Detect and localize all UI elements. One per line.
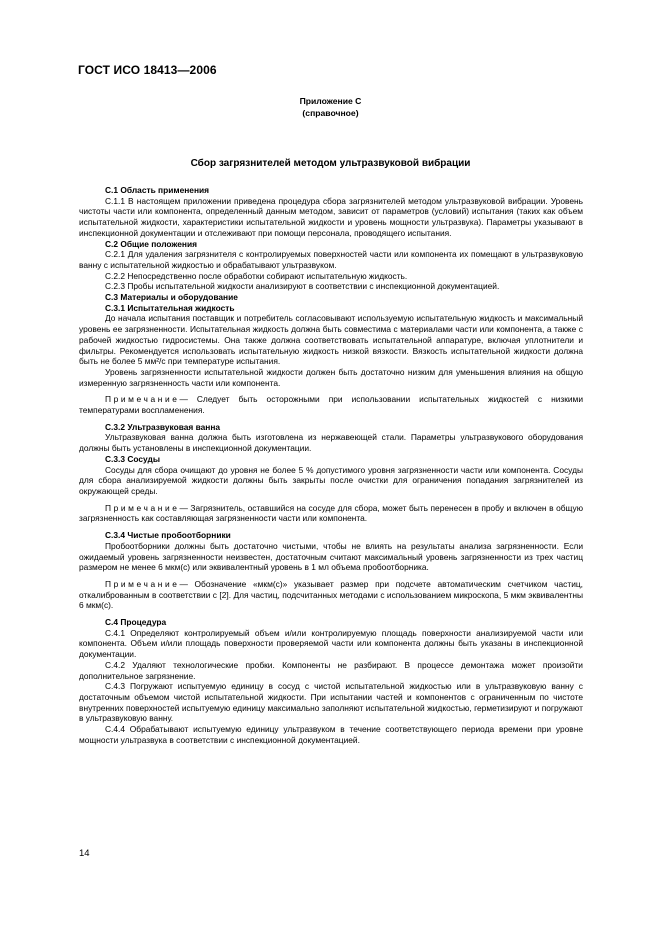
subsection-heading: С.3.3 Сосуды bbox=[105, 453, 160, 464]
paragraph: Уровень загрязненности испытательной жидкости должен быть достаточно низким для уменьшения влияния на общую измеренную загрязненность части или компонента. bbox=[79, 366, 583, 388]
document-header: ГОСТ ИСО 18413—2006 bbox=[78, 63, 217, 77]
paragraph: До начала испытания поставщик и потребитель согласовывают используемую испытательную жидкость и максимальный уровень ее загрязненности. Испытательная жидкость должна быть совместима с материалами части или компонента, а также с рабочей жидкостью гидросистемы. Она также должна соответствовать испытательной аппаратуре, включая уплотнители и фильтры. Рекомендуется использовать испытательную жидкость низкой вязкости. Вязкость испытательной жидкости должна быть не более 5 мм²/с при температуре испытания. bbox=[79, 313, 583, 367]
note bbox=[79, 394, 583, 415]
subsection-heading: С.3.2 Ультразвуковая ванна bbox=[105, 421, 221, 432]
paragraph: С.4.2 Удаляют технологические пробки. Компоненты не разбирают. В процессе демонтажа может произойти дополнительное загрязнение. bbox=[79, 659, 583, 681]
note-label: Примечание bbox=[105, 394, 180, 405]
note-text: — Загрязнитель, оставшийся на сосуде для сбора, может быть перенесен в пробу и включен в общую загрязненность как составляющая загрязненности части или компонента. bbox=[79, 502, 583, 524]
section-heading: С.1 Область применения bbox=[105, 185, 210, 195]
main-title: Сбор загрязнителей методом ультразвуковой вибрации bbox=[190, 158, 471, 169]
paragraph: С.2.2 Непосредственно после обработки собирают испытательную жидкость. bbox=[105, 270, 408, 281]
note-text: — Обозначение «мкм(с)» указывает размер при подсчете автоматическим счетчиком частиц, откалиброванным в соответствии с [2]. Для частиц, подсчитанных методами с использованием микроскопа, 5 мкм эквивалентны 6 мкм(с). bbox=[79, 578, 583, 611]
note bbox=[79, 579, 583, 611]
paragraph: Ультразвуковая ванна должна быть изготовлена из нержавеющей стали. Параметры ультразвукового оборудования должны быть установлены в инспекционной документации. bbox=[79, 432, 583, 454]
paragraph: Пробоотборники должны быть достаточно чистыми, чтобы не влиять на результаты анализа загрязненности. Если ожидаемый уровень загрязненности неизвестен, достаточным считают максимальный уровень загрязненности из трех частиц размером не менее 6 мкм(с) или эквивалентный уровень в 1 мл объема пробоотборника. bbox=[79, 540, 583, 573]
paragraph: С.1.1 В настоящем приложении приведена процедура сбора загрязнителей методом ультразвуковой вибрации. Уровень чистоты части или компонента, определенный данным методом, зависит от параметров (условий) испытания (таких как объем испытательной жидкости, характеристики испытательной жидкости и уровень мощности ультразвука). Параметры указывают в инспекционной документации и отслеживают при помощи персонала, проводящего испытания. bbox=[79, 195, 583, 238]
note bbox=[79, 503, 583, 524]
paragraph: Сосуды для сбора очищают до уровня не более 5 % допустимого уровня загрязненности части или компонента. Сосуды для сбора анализируемой жидкости должны быть закрыты после очистки для ограничения попадания загрязнителей из окружающей среды. bbox=[79, 464, 583, 496]
section-heading: С.4 Процедура bbox=[105, 617, 167, 628]
paragraph: С.4.1 Определяют контролируемый объем и/или контролируемую площадь поверхности анализируемой части или компонента. Объем и/или площадь поверхности проверяемой части или компонента должны быть указаны в инспекционной документации. bbox=[79, 627, 583, 660]
annex-subtitle: (справочное) bbox=[302, 108, 359, 118]
note-label: Примечание bbox=[105, 578, 180, 589]
page-number: 14 bbox=[79, 848, 90, 859]
subsection-heading: С.3.4 Чистые пробоотборники bbox=[105, 530, 231, 541]
section-heading: С.3 Материалы и оборудование bbox=[105, 292, 238, 303]
document-body bbox=[79, 185, 583, 745]
subsection-heading: С.3.1 Испытательная жидкость bbox=[105, 302, 235, 313]
section-heading: С.2 Общие положения bbox=[105, 238, 198, 249]
annex-title: Приложение С bbox=[299, 96, 362, 106]
paragraph: С.4.4 Обрабатывают испытуемую единицу ультразвуком в течение соответствующего периода времени при уровне мощности ультразвука в соответствии с инспекционной документацией. bbox=[79, 724, 583, 745]
paragraph: С.2.1 Для удаления загрязнителя с контролируемых поверхностей части или компонента их помещают в ультразвуковую ванну с испытательной жидкостью и обрабатывают ультразвуком. bbox=[79, 249, 583, 270]
note-text: — Следует быть осторожными при использовании испытательных жидкостей с низкими температурами воспламенения. bbox=[79, 394, 583, 416]
paragraph: С.2.3 Пробы испытательной жидкости анализируют в соответствии с инспекционной документацией. bbox=[105, 281, 500, 292]
paragraph: С.4.3 Погружают испытуемую единицу в сосуд с чистой испытательной жидкостью или в ультразвуковую ванну с достаточным объемом чистой испытательной жидкости. При испытании частей и компонентов с ограниченным по чистоте внутренних поверхностей испытуемую единицу максимально заполняют испытательной жидкостью, герметизируют и погружают в ультразвуковую ванну. bbox=[79, 681, 583, 724]
note-label: Примечание bbox=[105, 502, 180, 513]
